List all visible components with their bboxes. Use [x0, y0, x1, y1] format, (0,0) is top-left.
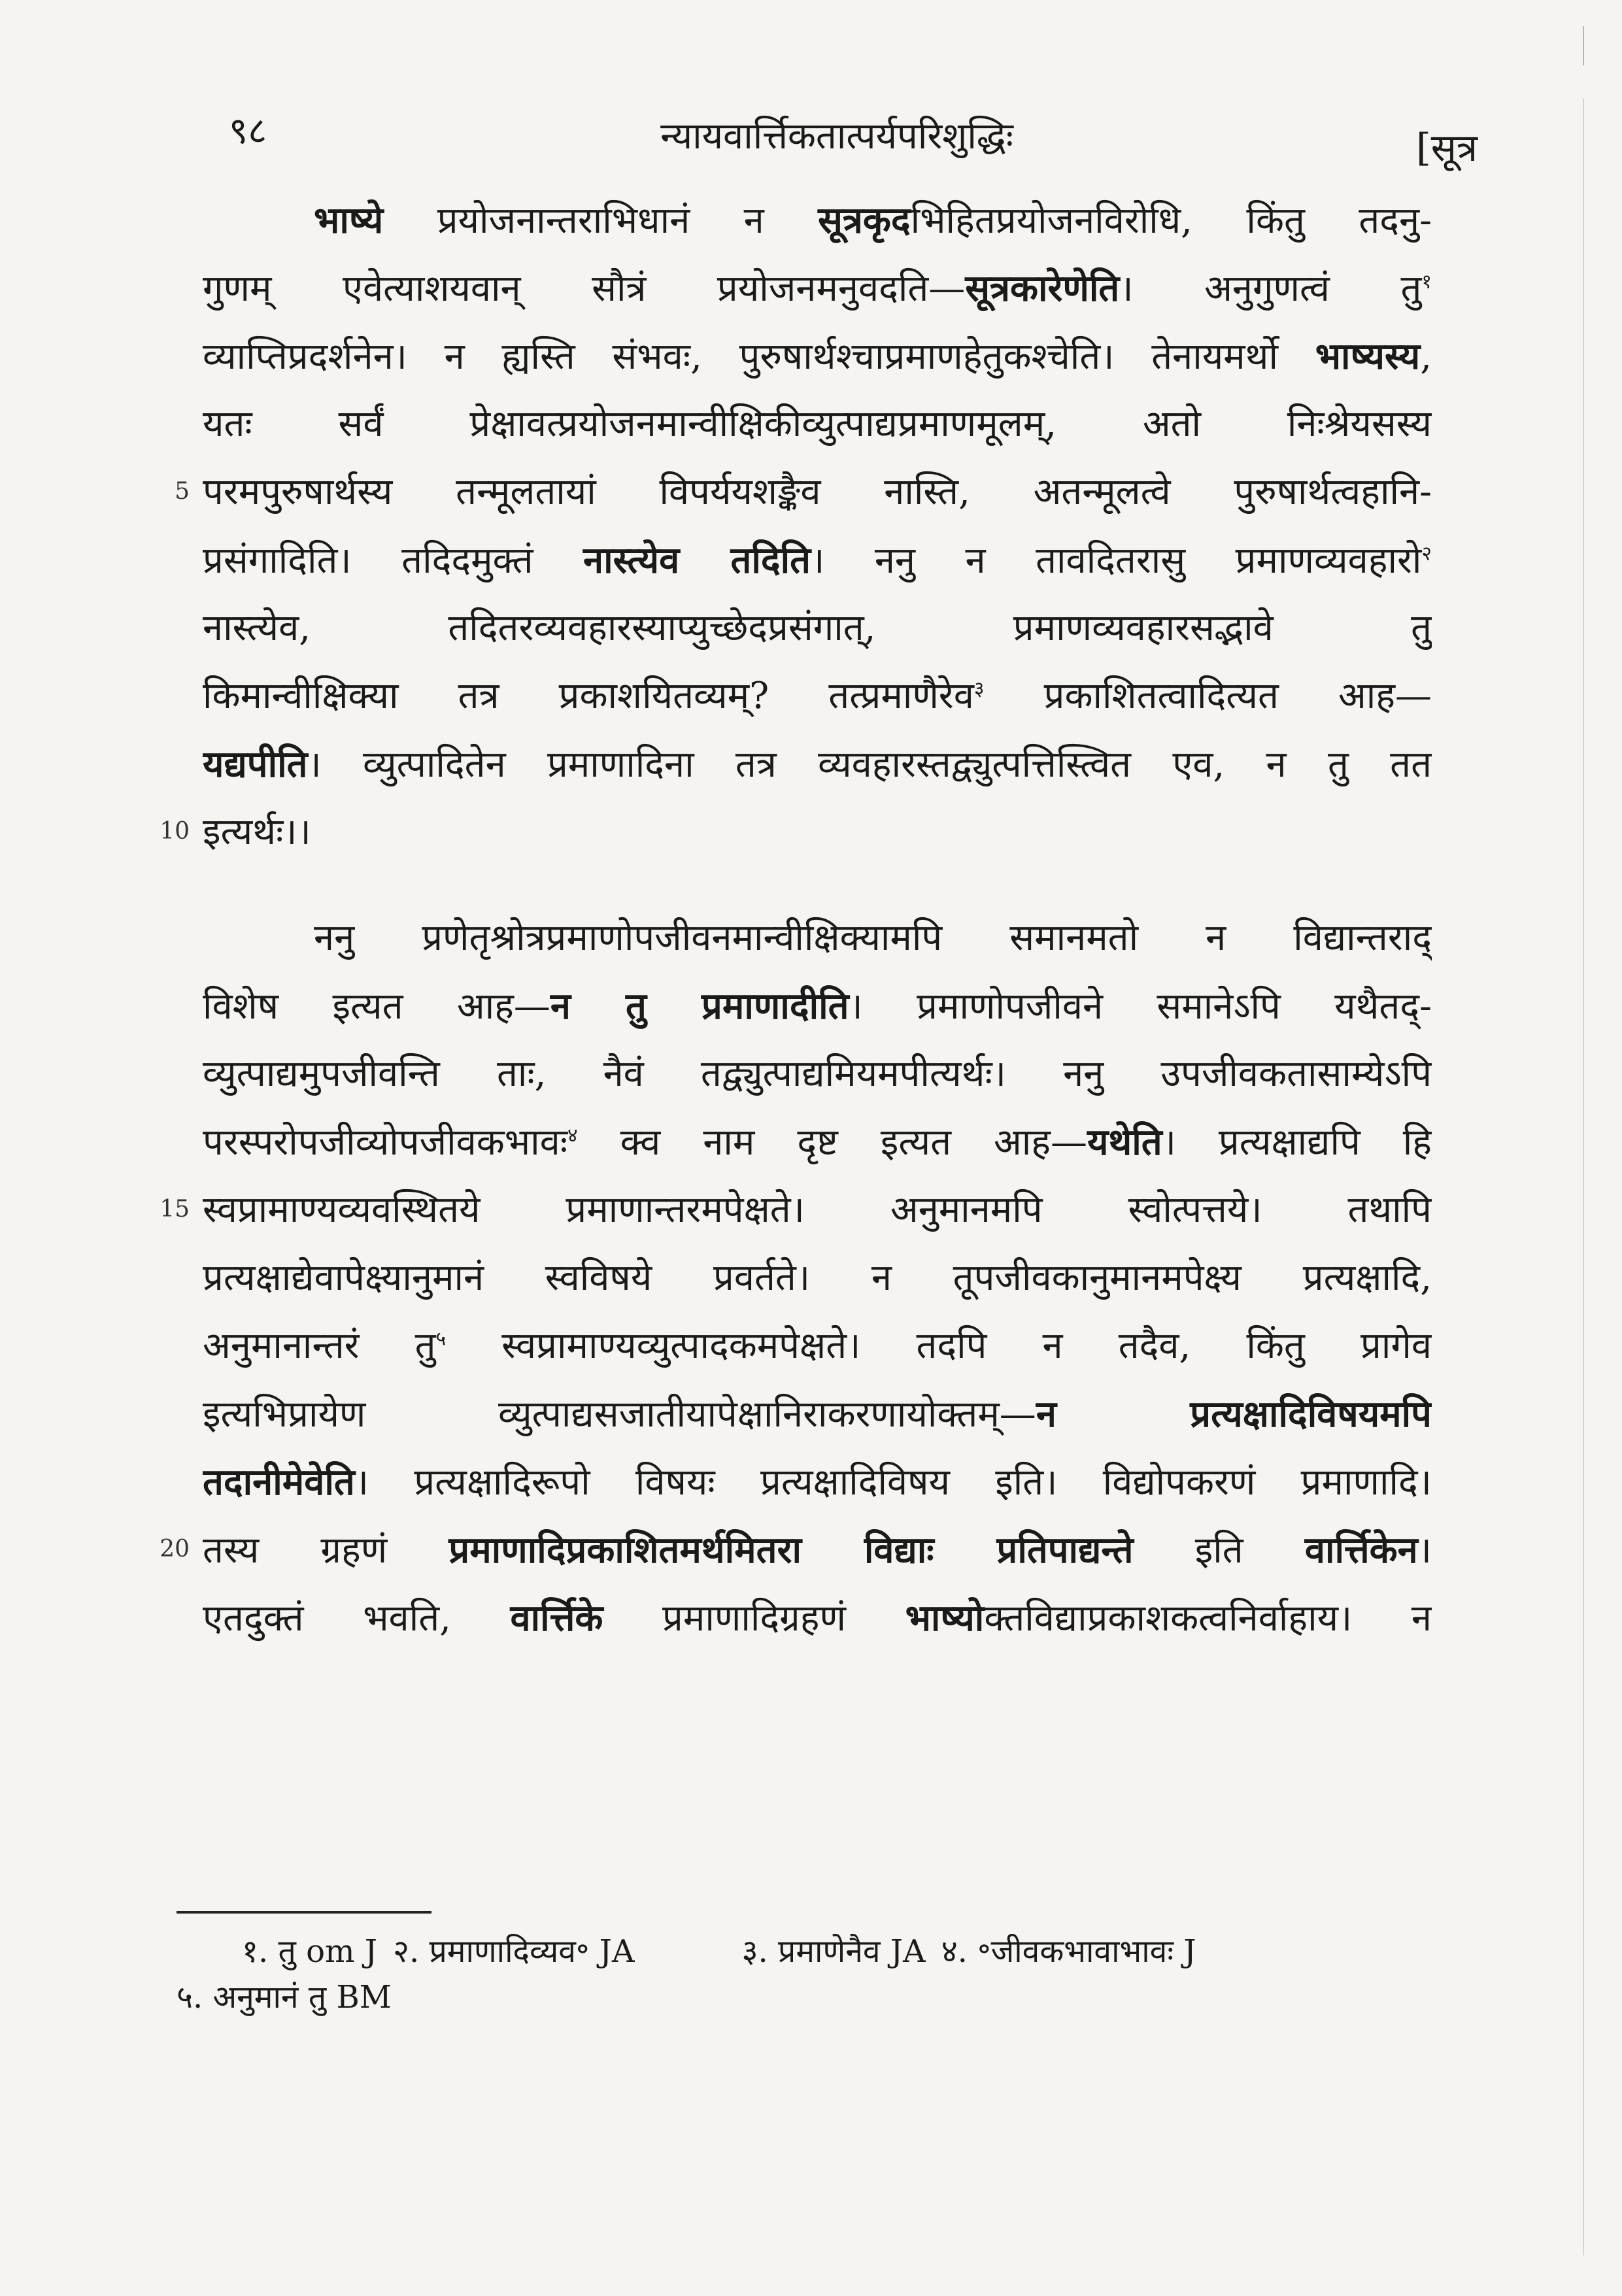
text-segment: । प्रत्यक्षादिरूपो विषयः प्रत्यक्षादिविषय इति। विद्योपकरणं प्रमाणादि।: [354, 1461, 1432, 1504]
bold-citation: यथेति: [1087, 1121, 1162, 1164]
text-segment: गुणम् एवेत्याशयवान् सौत्रं प्रयोजनमनुवदति—: [203, 267, 966, 310]
text-line: [203, 186, 1432, 254]
bold-citation: भाष्यस्य: [1315, 335, 1421, 378]
text-line: [203, 526, 1432, 594]
footnote-reference: २: [1421, 542, 1432, 566]
bold-citation: नास्त्येव तदिति: [583, 539, 811, 582]
text-line: [203, 662, 1432, 730]
text-segment: स्वप्रामाण्यव्युत्पादकमपेक्षते। तदपि न तदैव, किंतु प्रागेव: [446, 1325, 1432, 1367]
footnote-entry: ३. प्रमाणेनैव JA: [741, 1933, 926, 1970]
text-segment: तस्य ग्रहणं: [203, 1529, 449, 1572]
footnote-entry: १. तु om J: [242, 1933, 378, 1970]
text-line: [203, 1176, 1432, 1244]
text-line: [203, 1448, 1432, 1516]
text-segment: यतः सर्वं प्रेक्षावत्प्रयोजनमान्वीक्षिकीव्युत्पाद्यप्रमाणमूलम्, अतो निःश्रेयसस्य: [203, 403, 1432, 445]
text-segment: प्रमाणादिग्रहणं: [603, 1597, 905, 1640]
text-segment: । अनुगुणत्वं तु: [1119, 267, 1422, 310]
text-segment: । प्रमाणोपजीवने समानेऽपि यथैतद्-: [849, 985, 1432, 1028]
text-segment: किमान्वीक्षिक्या तत्र प्रकाशयितव्यम्? तत्प्रमाणैरेव: [203, 675, 974, 717]
text-segment: प्रयोजनान्तराभिधानं न: [383, 199, 819, 242]
scan-edge-mark: [1583, 26, 1584, 65]
footnote-entry: ४. ॰जीवकभावाभावः J: [941, 1933, 1196, 1970]
text-segment: विशेष इत्यत आह—: [203, 985, 550, 1028]
text-segment: नास्त्येव, तदितरव्यवहारस्याप्युच्छेदप्रसंगात्, प्रमाणव्यवहारसद्भावे तु: [203, 607, 1432, 649]
text-line: [203, 904, 1432, 972]
text-line: [203, 798, 1432, 866]
text-segment: प्रसंगादिति। तदिदमुक्तं: [203, 539, 584, 582]
footnote-reference: ३: [973, 677, 985, 701]
bold-citation: न प्रत्यक्षादिविषयमपि: [1036, 1393, 1432, 1436]
text-segment: व्युत्पाद्यमुपजीवन्ति ताः, नैवं तद्व्युत्पाद्यमियमपीत्यर्थः। ननु उपजीवकतासाम्येऽपि: [203, 1053, 1432, 1095]
text-segment: । व्युत्पादितेन प्रमाणादिना तत्र व्यवहारस्तद्व्युत्पत्तिस्त्वित एव, न तु तत: [307, 743, 1432, 786]
page-header: [216, 98, 1478, 170]
text-segment: । ननु न तावदितरासु प्रमाणव्यवहारो: [811, 539, 1422, 582]
bold-citation: भाष्ये: [314, 199, 384, 242]
text-segment: क्व नाम दृष्ट इत्यत आह—: [577, 1121, 1087, 1164]
footnote-reference: ४: [567, 1124, 578, 1147]
text-segment: क्तविद्याप्रकाशकत्वनिर्वाहाय। न: [984, 1597, 1432, 1640]
text-segment: परमपुरुषार्थस्य तन्मूलतायां विपर्ययशङ्कैव नास्ति, अतन्मूलत्वे पुरुषार्थत्वहानि-: [203, 471, 1432, 513]
bold-citation: यद्यपीति: [203, 743, 308, 786]
bold-citation: प्रमाणादिप्रकाशितमर्थमितरा विद्याः प्रतिपाद्यन्ते: [448, 1528, 1134, 1572]
page-number: ९८: [229, 110, 267, 152]
bold-citation: वार्त्तिकेन: [1304, 1528, 1418, 1572]
text-line: [203, 1108, 1432, 1176]
line-number: 10: [160, 818, 190, 845]
bold-citation: न तु प्रमाणादीति: [550, 985, 849, 1028]
text-segment: । प्रत्यक्षाद्यपि हि: [1162, 1121, 1432, 1164]
line-number: 20: [160, 1536, 190, 1562]
text-segment: प्रत्यक्षाद्येवापेक्ष्यानुमानं स्वविषये प्रवर्तते। न तूपजीवकानुमानमपेक्ष्य प्रत्यक्षादि,: [203, 1257, 1432, 1299]
section-marker: [सूत्र: [1416, 126, 1478, 170]
text-line: [203, 1244, 1432, 1312]
footnote-entry: ५. अनुमानं तु BM: [177, 1979, 392, 2016]
text-segment: व्याप्तिप्रदर्शनेन। न ह्यस्ति संभवः, पुरुषार्थश्चाप्रमाणहेतुकश्चेति। तेनायमर्थो: [203, 335, 1315, 378]
line-number: 5: [175, 478, 190, 505]
footnote-entry: २. प्रमाणादिव्यव॰ JA: [393, 1933, 635, 1970]
paragraph-gap: [203, 866, 1432, 904]
text-segment: स्वप्रामाण्यव्यवस्थितये प्रमाणान्तरमपेक्षते। अनुमानमपि स्वोत्पत्तये। तथापि: [203, 1189, 1432, 1231]
text-segment: परस्परोपजीव्योपजीवकभावः: [203, 1121, 568, 1164]
footnote-reference: ५: [435, 1327, 447, 1351]
text-segment: इत्यर्थः।।: [203, 811, 311, 853]
text-segment: अनुमानान्तरं तु: [203, 1325, 436, 1367]
bold-citation: सूत्रकारेणेति: [965, 267, 1120, 310]
footnote-row: [177, 1929, 1451, 1974]
text-segment: इत्यभिप्रायेण व्युत्पाद्यसजातीयापेक्षानिराकरणायोक्तम्—: [203, 1393, 1036, 1436]
text-line: [203, 594, 1432, 662]
bold-citation: वार्त्तिके: [510, 1596, 603, 1640]
footnote-row: [177, 1974, 1451, 2020]
bold-citation: सूत्रकृद: [818, 199, 911, 242]
text-segment: भिहितप्रयोजनविरोधि, किंतु तदनु-: [910, 199, 1432, 242]
text-segment: ननु प्रणेतृश्रोत्रप्रमाणोपजीवनमान्वीक्षिक्यामपि समानमतो न विद्यान्तराद्: [314, 917, 1432, 959]
footnote-reference: १: [1421, 270, 1432, 294]
bold-citation: भाष्यो: [905, 1596, 985, 1640]
text-line: [203, 322, 1432, 390]
text-line: [203, 458, 1432, 526]
text-segment: एतदुक्तं भवति,: [203, 1597, 511, 1640]
text-segment: ,: [1420, 335, 1432, 378]
body-text: [203, 186, 1432, 1652]
footnotes: [177, 1929, 1451, 2020]
text-segment: प्रकाशितत्वादित्यत आह—: [984, 675, 1432, 717]
text-line: [203, 254, 1432, 322]
text-line: [203, 390, 1432, 458]
bold-citation: तदानीमेवेति: [203, 1460, 355, 1504]
footnote-divider: [177, 1911, 431, 1914]
scan-edge-line: [1583, 98, 1584, 2255]
text-line: [203, 1312, 1432, 1380]
text-line: [203, 1516, 1432, 1584]
text-line: [203, 1584, 1432, 1652]
text-line: [203, 730, 1432, 798]
running-title: न्यायवार्त्तिकतात्पर्यपरिशुद्धिः: [660, 115, 1013, 158]
text-segment: इति: [1133, 1529, 1305, 1572]
text-line: [203, 1040, 1432, 1108]
text-line: [203, 1380, 1432, 1448]
text-line: [203, 972, 1432, 1040]
text-segment: ।: [1417, 1529, 1432, 1572]
line-number: 15: [160, 1196, 190, 1223]
